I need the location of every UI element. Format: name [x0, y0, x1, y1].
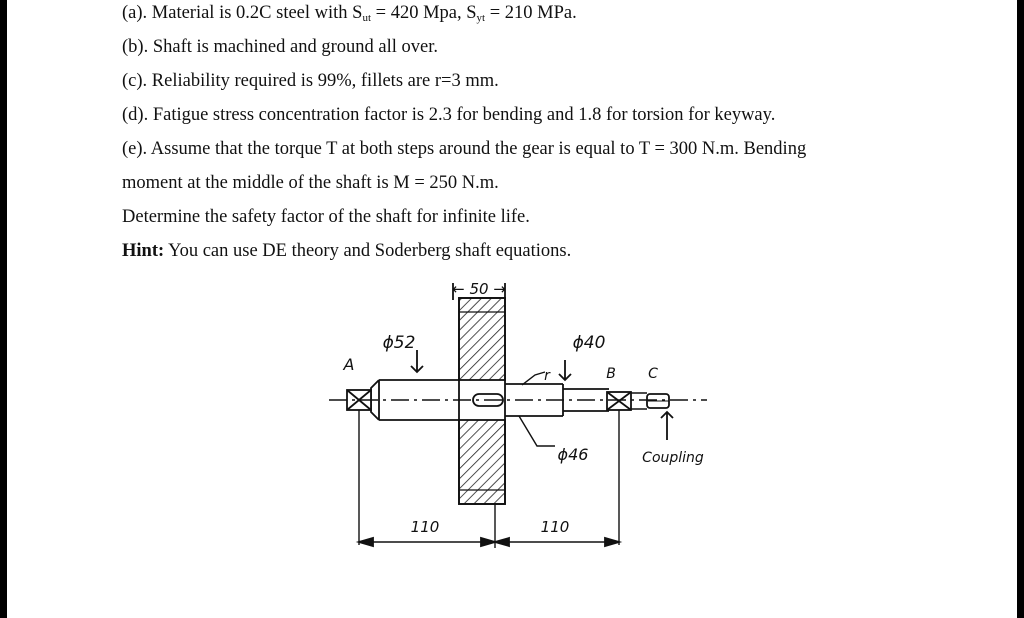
gear-upper-hatch	[459, 298, 505, 380]
leader-dia-left	[411, 350, 423, 372]
leader-fillet	[522, 372, 545, 385]
point-b-label: B	[606, 366, 616, 382]
point-c-label: C	[648, 366, 658, 382]
dia-middle-label: ϕ46	[557, 445, 589, 464]
hint-text: You can use DE theory and Soderberg shaft equations.	[164, 241, 572, 261]
item-e-line2: moment at the middle of the shaft is M = 250 N.m.	[122, 173, 499, 193]
fillet-label: r	[544, 368, 550, 384]
item-d: (d). Fatigue stress concentration factor is 2.3 for bending and 1.8 for torsion for keyway.	[122, 105, 776, 125]
dim-arrow-left	[359, 538, 373, 546]
dim-right-label: 110	[540, 518, 570, 536]
item-a: (a). Material is 0.2C steel with $S_{ut} = 420$ Mpa, $S_{yt} = 210$ MPa.	[122, 3, 577, 24]
coupling-label: Coupling	[642, 450, 704, 466]
hint-label: Hint:	[122, 241, 165, 261]
leader-dia-middle	[519, 416, 555, 446]
gear-width-label: ← 50 →	[452, 280, 506, 298]
item-e-line1: (e). Assume that the torque T at both steps around the gear is equal to T = 300 N.m. Bending	[122, 139, 807, 159]
shaft-diagram	[7, 0, 1017, 618]
item-c: (c). Reliability required is 99%, fillets are r=3 mm.	[122, 71, 499, 91]
dim-left-label: 110	[410, 518, 440, 536]
point-a-label: A	[343, 355, 355, 374]
dim-arrow-right	[605, 538, 619, 546]
item-b: (b). Shaft is machined and ground all over.	[122, 37, 438, 57]
page	[7, 0, 1017, 618]
determine-statement: Determine the safety factor of the shaft for infinite life.	[122, 207, 530, 227]
leader-dia-right	[559, 360, 571, 380]
dia-left-label: ϕ52	[382, 333, 416, 353]
dia-right-label: ϕ40	[572, 333, 606, 353]
gear-lower-hatch	[459, 420, 505, 504]
leader-coupling	[661, 412, 673, 440]
